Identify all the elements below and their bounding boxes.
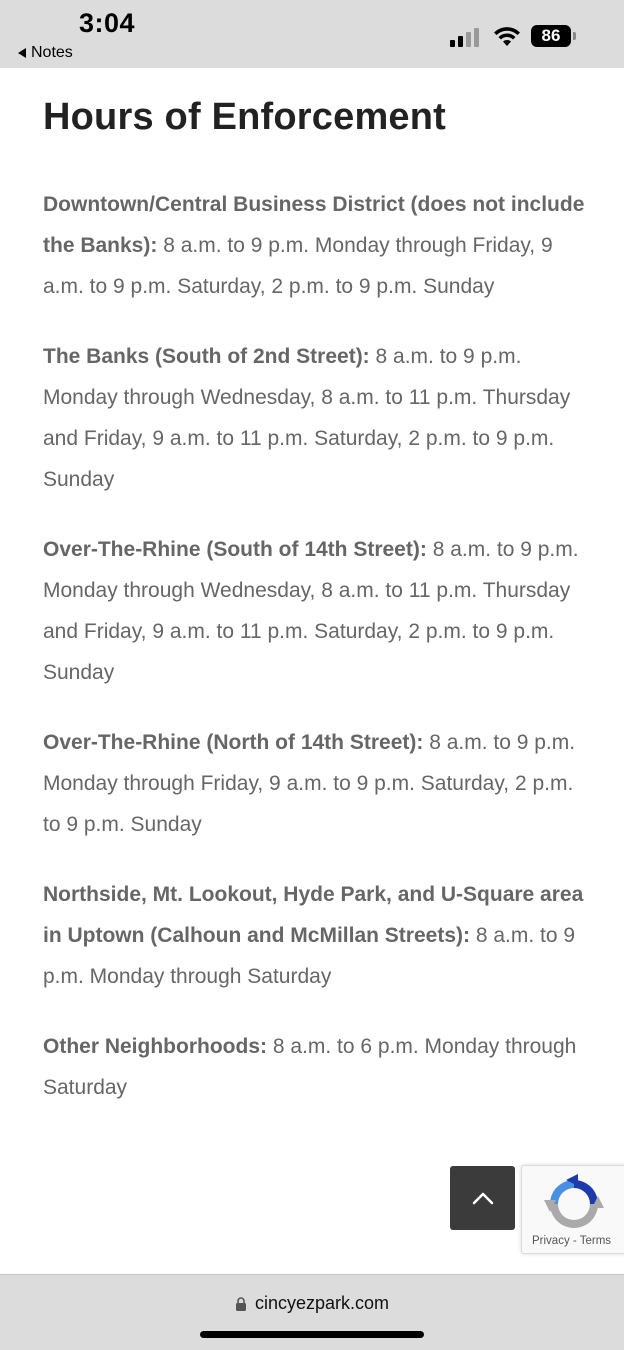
recaptcha-links — [522, 1235, 624, 1247]
zone-hours: 8 a.m. to 9 p.m. Monday through Friday, 9 a.m. to 9 p.m. Saturday, 2 p.m. to 9 p.m. Sunday — [43, 731, 576, 836]
browser-bottom-bar — [0, 1274, 624, 1350]
page-title: Hours of Enforcement — [43, 96, 447, 138]
wifi-icon — [493, 25, 521, 47]
battery-icon — [531, 25, 571, 47]
home-indicator[interactable] — [200, 1331, 424, 1338]
recaptcha-separator: - — [569, 1235, 580, 1247]
zone-name: Over-The-Rhine (North of 14th Street): — [43, 731, 424, 754]
zone-name: The Banks (South of 2nd Street): — [43, 345, 370, 368]
url-text: cincyezpark.com — [254, 1293, 390, 1313]
zone-the-banks — [43, 336, 588, 500]
zone-name: Other Neighborhoods: — [43, 1035, 267, 1058]
status-bar — [0, 0, 624, 68]
recaptcha-terms-link[interactable]: Terms — [579, 1235, 612, 1247]
zone-downtown — [43, 184, 588, 307]
recaptcha-privacy-link[interactable]: Privacy — [532, 1235, 570, 1247]
zone-hours: 8 a.m. to 9 p.m. Monday through Wednesday, 8 a.m. to 11 p.m. Thursday and Friday, 9 a.m. to 11 p.m. Saturday, 2 p.m. to 9 p.m. Sunday — [43, 345, 571, 491]
zone-otr-south — [43, 529, 588, 693]
status-time: 3:04 — [79, 8, 136, 38]
signal-icon — [450, 27, 482, 47]
battery-level: 86 — [541, 26, 561, 45]
zone-hours: 8 a.m. to 9 p.m. Monday through Saturday — [43, 924, 576, 988]
recaptcha-logo-icon — [544, 1174, 604, 1234]
zone-northside-uptown — [43, 874, 588, 997]
zone-other-neighborhoods — [43, 1026, 588, 1108]
zone-name: Downtown/Central Business District (does not include the Banks): — [43, 193, 585, 257]
zone-hours: 8 a.m. to 9 p.m. Monday through Wednesday, 8 a.m. to 11 p.m. Thursday and Friday, 9 a.m. to 11 p.m. Saturday, 2 p.m. to 9 p.m. Sunday — [43, 538, 579, 684]
zone-otr-north — [43, 722, 588, 845]
enforcement-zones-list — [43, 184, 588, 1137]
zone-name: Northside, Mt. Lookout, Hyde Park, and U-Square area in Uptown (Calhoun and McMillan Streets): — [43, 883, 584, 947]
battery-nub — [573, 32, 576, 40]
recaptcha-badge[interactable] — [521, 1165, 624, 1254]
lock-icon — [235, 1297, 247, 1311]
back-label: Notes — [31, 44, 73, 61]
address-bar[interactable] — [0, 1293, 624, 1314]
back-to-notes-link[interactable] — [18, 44, 73, 62]
zone-hours: 8 a.m. to 6 p.m. Monday through Saturday — [43, 1035, 577, 1099]
zone-name: Over-The-Rhine (South of 14th Street): — [43, 538, 427, 561]
chevron-up-icon — [472, 1191, 494, 1205]
scroll-to-top-button[interactable] — [450, 1166, 515, 1230]
back-arrow-icon — [18, 48, 26, 58]
zone-hours: 8 a.m. to 9 p.m. Monday through Friday, 9 a.m. to 9 p.m. Saturday, 2 p.m. to 9 p.m. Sunday — [43, 234, 553, 298]
